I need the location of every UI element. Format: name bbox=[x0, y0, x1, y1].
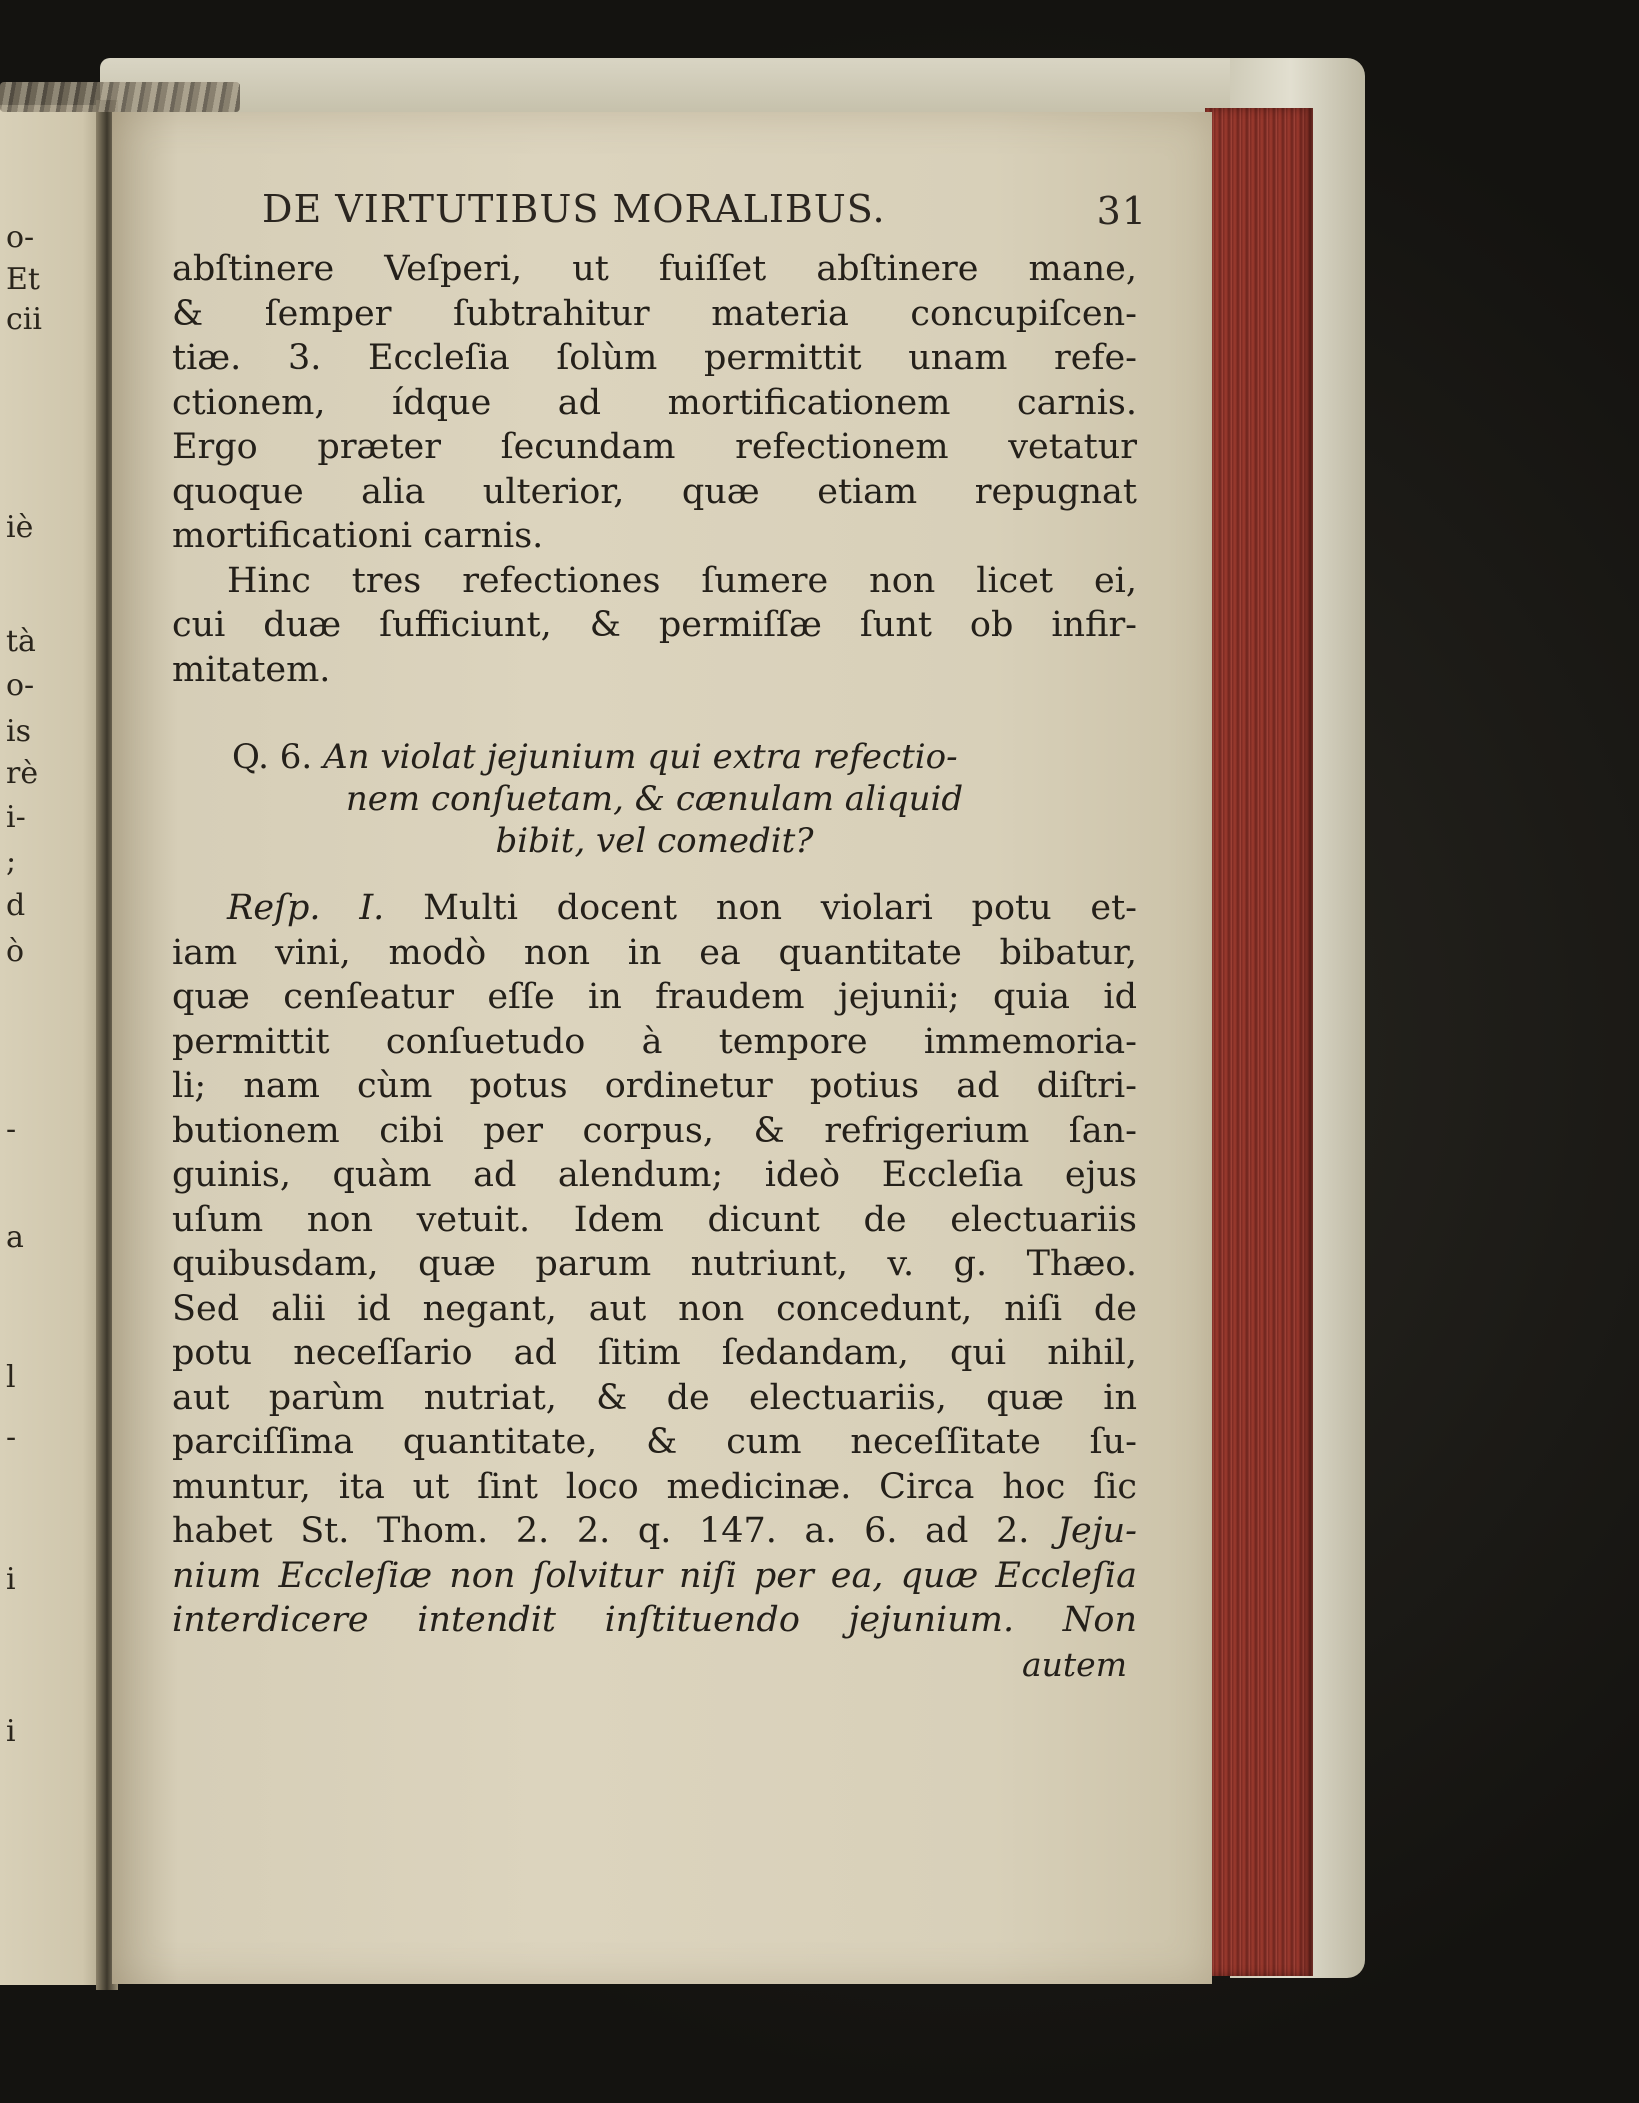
left-fragment: i bbox=[6, 1562, 16, 1597]
text-line: butionem cibi per corpus, & refrigerium ſan- bbox=[172, 1110, 1137, 1151]
left-fragment: iè bbox=[6, 510, 34, 545]
text-line bbox=[172, 1509, 1137, 1554]
left-fragment: d bbox=[6, 888, 26, 923]
right-page bbox=[112, 112, 1212, 1984]
left-fragment: o- bbox=[6, 668, 35, 703]
text-line: li; nam cùm potus ordinetur potius ad diſtri- bbox=[172, 1066, 1137, 1106]
text-line: muntur, ita ut ſint loco medicinæ. Circa hoc ſic bbox=[172, 1466, 1137, 1507]
book-cover-top bbox=[100, 58, 1300, 118]
left-fragment: - bbox=[6, 1112, 17, 1147]
red-page-edges bbox=[1205, 108, 1313, 1976]
text-line: quoque alia ulterior, quæ etiam repugnat bbox=[172, 471, 1137, 512]
left-fragment: ò bbox=[6, 934, 25, 969]
left-fragment: i bbox=[6, 1714, 16, 1749]
answer-label: Reſp. I. bbox=[227, 888, 385, 928]
question-line: bibit, vel comedit? bbox=[495, 821, 814, 861]
page-text bbox=[172, 187, 1147, 1687]
text-line: interdicere intendit inſtituendo jejunium. Non bbox=[172, 1600, 1137, 1640]
left-fragment: rè bbox=[6, 756, 39, 791]
paragraph-1 bbox=[172, 247, 1137, 559]
text-line: quæ cenſeatur eſſe in fraudem jejunii; quia id bbox=[172, 977, 1137, 1017]
binding-thread bbox=[0, 82, 240, 112]
question-label: Q. 6. bbox=[232, 737, 313, 777]
text-line: abſtinere Veſperi, ut fuiſſet abſtinere mane, bbox=[172, 249, 1137, 289]
text-line: mortificationi carnis. bbox=[172, 516, 544, 556]
left-fragment: is bbox=[6, 714, 31, 749]
text-line: Sed alii id negant, aut non concedunt, niſi de bbox=[172, 1288, 1137, 1329]
text-line: aut parùm nutriat, & de electuariis, quæ in bbox=[172, 1377, 1137, 1418]
text-line: parciſſima quantitate, & cum neceſſitate ſu- bbox=[172, 1422, 1137, 1462]
left-fragment: ; bbox=[6, 844, 17, 879]
answer-text: Multi docent non violari potu et- bbox=[423, 888, 1137, 928]
text-line: iam vini, modò non in ea quantitate bibatur, bbox=[172, 932, 1137, 973]
text-line bbox=[172, 886, 1137, 931]
question-line: nem conſuetam, & cænulam aliquid bbox=[345, 779, 964, 819]
answer-citation: habet St. Thom. 2. 2. q. 147. a. 6. ad 2. bbox=[172, 1511, 1030, 1551]
text-line: tiæ. 3. Eccleſia ſolùm permittit unam refe- bbox=[172, 338, 1137, 378]
left-fragment: - bbox=[6, 1420, 17, 1455]
text-line: nium Eccleſiæ non ſolvitur niſi per ea, quæ Eccleſia bbox=[172, 1555, 1137, 1596]
text-line: Hinc tres refectiones ſumere non licet ei, bbox=[227, 560, 1137, 601]
answer-paragraph bbox=[172, 886, 1137, 1643]
running-head-title: DE VIRTUTIBUS MORALIBUS. bbox=[262, 187, 886, 231]
text-line: uſum non vetuit. Idem dicunt de electuariis bbox=[172, 1199, 1137, 1240]
text-line: mitatem. bbox=[172, 649, 331, 690]
page-number: 31 bbox=[1096, 189, 1147, 233]
left-fragment: tà bbox=[6, 624, 36, 659]
left-fragment: i- bbox=[6, 800, 26, 835]
text-line: guinis, quàm ad alendum; ideò Eccleſia ejus bbox=[172, 1155, 1137, 1195]
question-text: An violat jejunium qui extra refectio- bbox=[323, 737, 958, 777]
text-line: ctionem, ídque ad mortificationem carnis. bbox=[172, 382, 1137, 423]
paragraph-2 bbox=[172, 559, 1137, 693]
text-line: potu neceſſario ad ſitim ſedandam, qui nihil, bbox=[172, 1333, 1137, 1373]
text-line: & ſemper ſubtrahitur materia concupiſcen- bbox=[172, 293, 1137, 334]
left-fragment: o- bbox=[6, 220, 35, 255]
running-head bbox=[172, 187, 1147, 247]
text-line: cui duæ ſufficiunt, & permiſſæ ſunt ob infir- bbox=[172, 605, 1137, 645]
quotation-start: Jeju- bbox=[1057, 1511, 1137, 1551]
left-page bbox=[0, 105, 110, 1985]
text-line: Ergo præter ſecundam refectionem vetatur bbox=[172, 427, 1137, 467]
left-fragment: a bbox=[6, 1220, 24, 1255]
catchword: autem bbox=[1021, 1644, 1127, 1684]
left-fragment: Et bbox=[6, 262, 40, 297]
question-line bbox=[172, 736, 1137, 778]
left-fragment: l bbox=[6, 1360, 16, 1395]
question-heading bbox=[172, 736, 1137, 862]
text-line: permittit conſuetudo à tempore immemoria- bbox=[172, 1021, 1137, 1062]
left-fragment: cii bbox=[6, 302, 42, 337]
text-line: quibusdam, quæ parum nutriunt, v. g. Thæo. bbox=[172, 1244, 1137, 1284]
